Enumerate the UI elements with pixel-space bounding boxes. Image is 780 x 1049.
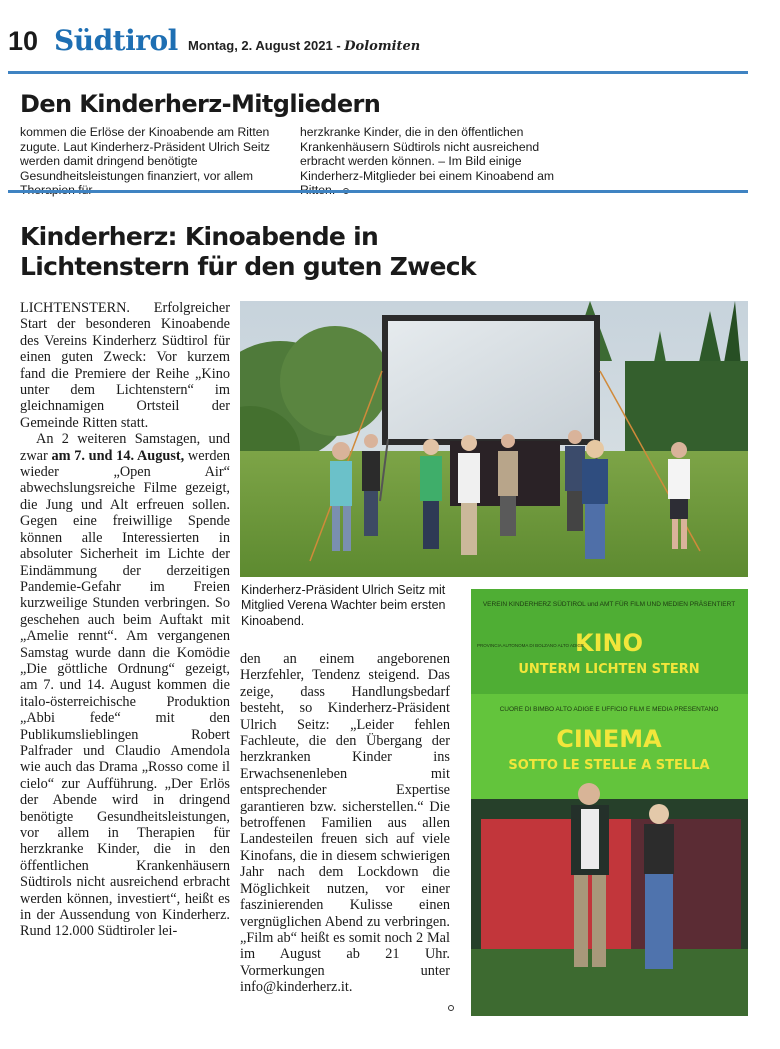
teaser-column-1: kommen die Erlöse der Kinoabende am Ritten zugute. Laut Kinderherz-Präsident Ulrich Seitz werden damit dringend benötigte Gesundheitsleistungen finanziert, vor allem bbox=[20, 125, 270, 183]
poster-subtitle-it: SOTTO LE STELLE A STELLA bbox=[508, 758, 710, 773]
header-divider bbox=[8, 71, 748, 74]
p2-text-b: werden wieder „Open Air“ abwechslungsreiche Filme gezeigt, die Jung und Alt erfreuen sollen. Gegen eine freiwillige Spende können alle Interessierten in absoluter Sicherheit im Lichte der Eindämmung der derzeitigen Pandemie-Gefahr im Freien kurzweilige Stunden verbringen. So geschehen auch beim Auftakt mit „Amelie rennt“. Am vergangenen Samstag wurde dann die Komödie „Die göttliche Ordnung“ gezeigt, am 7. und 14. August kommen die italo-österreichische Produktion „Abbi fede“ mit den Publikumslieblingen Robert Palfrader und Claudio Amendola wie auch das Drama „Rosso come il cielo“ zur Aufführung. „Der Erlös der Abende wird in dringend benötigte Gesundheitsleistungen, vor allem in Therapien für herzkranke Kinder, die in den öffentlichen Krankenhäusern Südtirols nicht ausreichend erbracht werden können, investiert“, heißt es in der Aussendung von Kinderherz. Rund 12.000 Südtiroler lei- bbox=[20, 447, 230, 940]
date-text: Montag, 2. August 2021 - bbox=[188, 38, 341, 53]
newspaper-brand: Dolomiten bbox=[344, 39, 421, 54]
teaser-column-2 bbox=[300, 125, 575, 198]
p2-dates-bold: am 7. und 14. August, bbox=[51, 447, 185, 464]
section-title: Südtirol bbox=[54, 24, 178, 57]
photo-open-air-cinema-illustration bbox=[240, 301, 748, 577]
article-column-2: den an einem angeborenen Herzfehler, Tendenz steigend. Das zeige, dass Handlungsbedarf besteht, so Kinderherz-Präsident Ulrich Seitz: „Leider fehlen Fachleute, die den Übergang der herzkranken Kinder ins Erwachsenenleben mit entsprechender Expertise garantieren bzw. sicherstellen.“ Die betroffenen Familien aus allen Landesteilen freuen sich auf viele Kinofans, die in diesem schwierigen Jahr nach dem Lockdown die Möglichkeit nutzen, vor einer faszinierenden Kulisse einen vergnüglichen Abend zu verbringen. „Film ab“ heißt es somit noch 2 Mal im August ab 21 Uhr. Vormerkungen unter info@kinderherz.it. bbox=[240, 651, 450, 996]
article-paragraph-1: LICHTENSTERN. Erfolgreicher Start der besonderen Kinoabende des Vereins Kinderherz Südtirol für einen guten Zweck: Vor kurzem fand die Premiere der Reihe „Kino unter dem Lichtenstern“ im gleichnamigen Ortsteil der Gemeinde Ritten statt. bbox=[20, 300, 230, 431]
article-column-1 bbox=[20, 300, 230, 940]
article-headline bbox=[20, 222, 580, 282]
article-paragraph-2 bbox=[20, 431, 230, 940]
poster-title-de: KINO bbox=[574, 629, 644, 657]
poster-subtitle-de: UNTERM LICHTEN STERN bbox=[518, 662, 700, 677]
photo-open-air-cinema bbox=[240, 301, 748, 577]
poster-logo-text: PROVINCIA AUTONOMA DI BOLZANO ALTO ADIGE bbox=[477, 643, 585, 648]
p2-text-a: An 2 weiteren Samstagen, und zwar bbox=[20, 431, 230, 464]
poster-mid-line: CUORE DI BIMBO ALTO ADIGE E UFFICIO FILM E MEDIA PRESENTANO bbox=[499, 706, 719, 713]
headline-line-2: Lichtenstern für den guten Zweck bbox=[20, 252, 476, 281]
teaser-column-2-text: herzkranke Kinder, die in den öffentlichen Krankenhäusern Südtirols nicht ausreichend erbracht werden können. – Im Bild einige Kinderherz-Mitglieder bei einem Kinoabend am bbox=[300, 125, 555, 183]
poster-title-it: CINEMA bbox=[556, 725, 662, 753]
teaser-title: Den Kinderherz-Mitgliedern bbox=[20, 90, 381, 118]
teaser-divider bbox=[8, 190, 748, 193]
page-header bbox=[8, 26, 748, 66]
article-end-mark-icon bbox=[448, 1005, 454, 1011]
photo-caption: Kinderherz-Präsident Ulrich Seitz mit Mitglied Verena Wachter beim ersten Kinoabend. bbox=[241, 583, 446, 628]
photo-cinema-poster bbox=[471, 589, 748, 1016]
headline-line-1: Kinderherz: Kinoabende in bbox=[20, 222, 379, 251]
poster-top-line: VEREIN KINDERHERZ SÜDTIROL und AMT FÜR FILM UND MEDIEN PRÄSENTIERT bbox=[482, 601, 736, 608]
page-number: 10 bbox=[8, 26, 39, 56]
dateline bbox=[188, 38, 420, 54]
photo-cinema-poster-illustration bbox=[471, 589, 748, 1016]
